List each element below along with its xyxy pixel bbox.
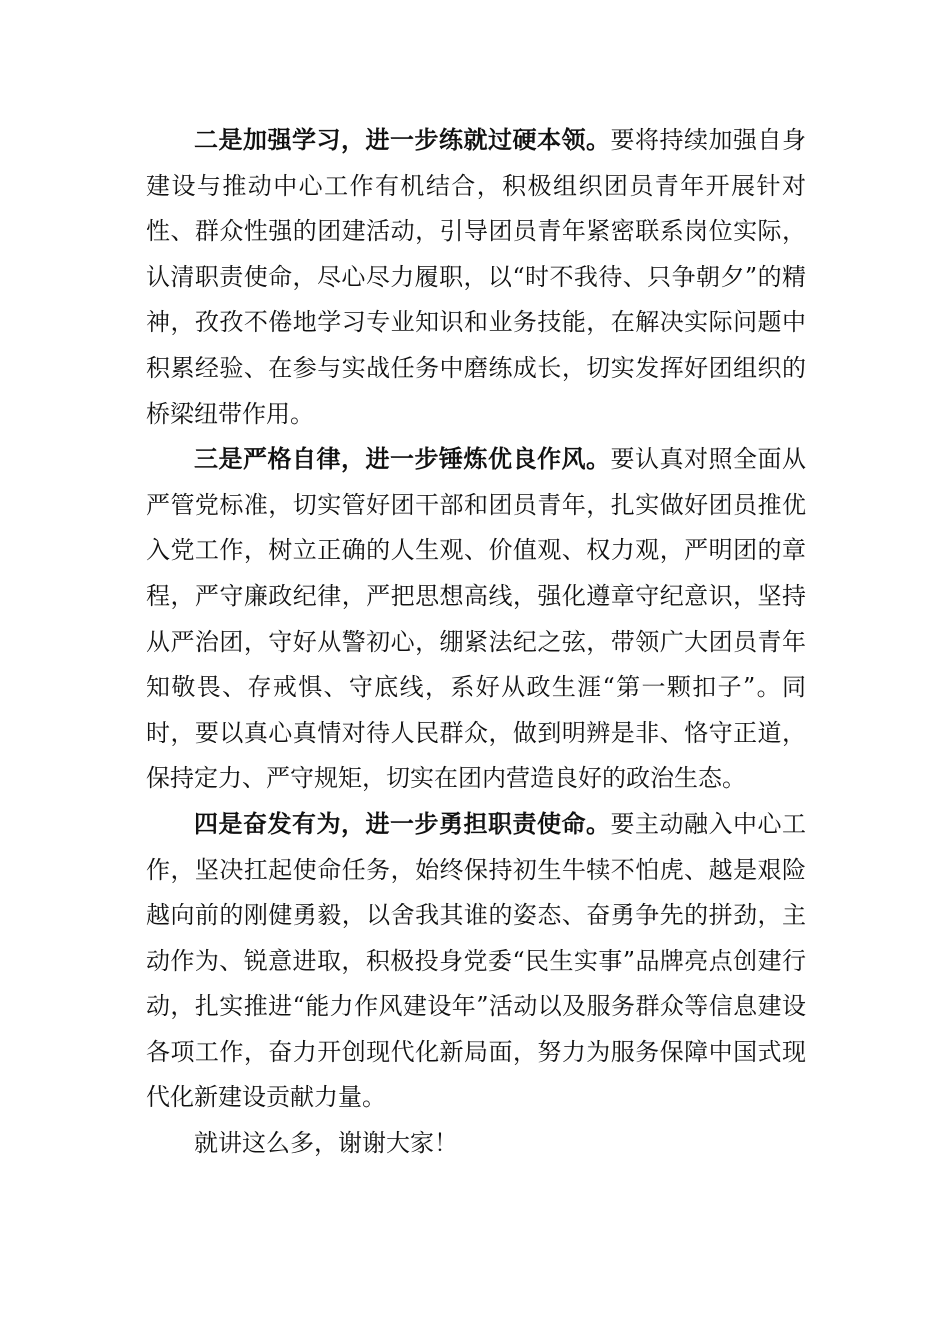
paragraph-lead: 四是奋发有为，进一步勇担职责使命。 — [194, 809, 611, 838]
paragraph-body: 要认真对照全面从严管党标准，切实管好团干部和团员青年，扎实做好团员推优入党工作，树立正确的人生观、价值观、权力观，严明团的章程，严守廉政纪律，严把思想高线，强化遵章守纪意识，坚持从严治团，守好从警初心，绷紧法纪之弦，带领广大团员青年知敬畏、存戒惧、守底线，系好从政生涯“第一颗扣子”。同时，要以真心真情对待人民群众，做到明辨是非、恪守正道，保持定力、严守规矩，切实在团内营造良好的政治生态。 — [146, 445, 806, 793]
document-body — [146, 118, 806, 1167]
closing-line: 就讲这么多，谢谢大家！ — [194, 1129, 458, 1158]
paragraph-body: 要将持续加强自身建设与推动中心工作有机结合，积极组织团员青年开展针对性、群众性强的团建活动，引导团员青年紧密联系岗位实际，认清职责使命，尽心尽力履职，以“时不我待、只争朝夕”的精神，孜孜不倦地学习专业知识和业务技能，在解决实际问题中积累经验、在参与实战任务中磨练成长，切实发挥好团组织的桥梁纽带作用。 — [146, 126, 806, 428]
paragraph-study — [146, 118, 806, 437]
paragraph-discipline — [146, 437, 806, 802]
paragraph-body: 要主动融入中心工作，坚决扛起使命任务，始终保持初生牛犊不怕虎、越是艰险越向前的刚健勇毅，以舍我其谁的姿态、奋勇争先的拼劲，主动作为、锐意进取，积极投身党委“民生实事”品牌亮点创建行动，扎实推进“能力作风建设年”活动以及服务群众等信息建设各项工作，奋力开创现代化新局面，努力为服务保障中国式现代化新建设贡献力量。 — [146, 809, 806, 1112]
paragraph-mission — [146, 802, 806, 1121]
paragraph-lead: 三是严格自律，进一步锤炼优良作风。 — [194, 445, 611, 474]
paragraph-lead: 二是加强学习，进一步练就过硬本领。 — [194, 126, 611, 154]
